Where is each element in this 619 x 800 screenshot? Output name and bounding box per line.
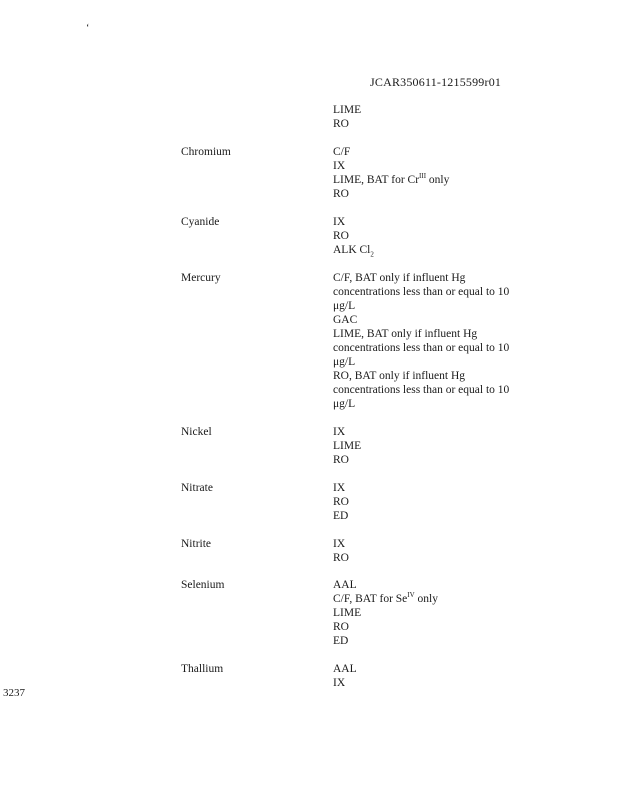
technology-item: RO xyxy=(333,188,349,200)
technology-item xyxy=(333,173,533,187)
technology-item: LIME xyxy=(333,607,362,619)
technology-item: RO xyxy=(333,496,349,508)
corner-mark: ‘ xyxy=(86,23,90,34)
technology-item: concentrations less than or equal to 10 xyxy=(333,286,510,298)
technology-list-cyanide xyxy=(333,215,533,257)
contaminant-name-cyanide: Cyanide xyxy=(181,216,220,228)
page-number: 3237 xyxy=(3,687,25,699)
technology-item: LIME, BAT only if influent Hg xyxy=(333,328,478,340)
technology-text: only xyxy=(414,593,438,605)
contaminant-name-selenium: Selenium xyxy=(181,579,225,591)
technology-item: μg/L xyxy=(333,398,356,410)
chemical-subscript: 2 xyxy=(370,250,374,259)
technology-item: ED xyxy=(333,635,349,647)
contaminant-name-thallium: Thallium xyxy=(181,663,224,675)
continued-technology-list xyxy=(333,103,533,131)
technology-item: IX xyxy=(333,538,346,550)
technology-list-mercury xyxy=(333,271,533,411)
technology-item: RO xyxy=(333,118,349,130)
technology-list-nitrite xyxy=(333,537,533,565)
technology-list-thallium xyxy=(333,662,533,690)
technology-item: RO xyxy=(333,621,349,633)
technology-item: LIME xyxy=(333,440,362,452)
technology-item xyxy=(333,592,533,606)
technology-item: μg/L xyxy=(333,300,356,312)
contaminant-name-nitrate: Nitrate xyxy=(181,482,213,494)
technology-item xyxy=(333,243,533,257)
technology-list-nitrate xyxy=(333,481,533,523)
technology-item: IX xyxy=(333,677,346,689)
technology-item: μg/L xyxy=(333,356,356,368)
technology-item: IX xyxy=(333,160,346,172)
technology-item: RO, BAT only if influent Hg xyxy=(333,370,466,382)
contaminant-name-nitrite: Nitrite xyxy=(181,538,212,550)
contaminant-name-mercury: Mercury xyxy=(181,272,221,284)
technology-item: ED xyxy=(333,510,349,522)
technology-item: IX xyxy=(333,426,346,438)
technology-item: GAC xyxy=(333,314,358,326)
document-header-code: JCAR350611-1215599r01 xyxy=(370,75,502,89)
technology-list-chromium xyxy=(333,145,533,201)
technology-item: AAL xyxy=(333,663,357,675)
technology-text: only xyxy=(426,174,450,186)
technology-item: concentrations less than or equal to 10 xyxy=(333,342,510,354)
technology-item: RO xyxy=(333,454,349,466)
technology-item: C/F, BAT only if influent Hg xyxy=(333,272,466,284)
technology-item: RO xyxy=(333,552,349,564)
technology-item: AAL xyxy=(333,579,357,591)
technology-list-selenium xyxy=(333,578,533,648)
technology-text: C/F, BAT for Se xyxy=(333,593,408,605)
technology-item: IX xyxy=(333,482,346,494)
technology-item: RO xyxy=(333,230,349,242)
contaminant-name-nickel: Nickel xyxy=(181,426,212,438)
contaminant-name-chromium: Chromium xyxy=(181,146,231,158)
oxidation-state-superscript: IV xyxy=(407,591,415,600)
technology-item: C/F xyxy=(333,146,351,158)
technology-item: LIME xyxy=(333,104,362,116)
technology-item: concentrations less than or equal to 10 xyxy=(333,384,510,396)
oxidation-state-superscript: III xyxy=(419,172,427,181)
technology-text: ALK Cl xyxy=(333,244,371,256)
technology-list-nickel xyxy=(333,425,533,467)
technology-text: LIME, BAT for Cr xyxy=(333,174,420,186)
technology-item: IX xyxy=(333,216,346,228)
